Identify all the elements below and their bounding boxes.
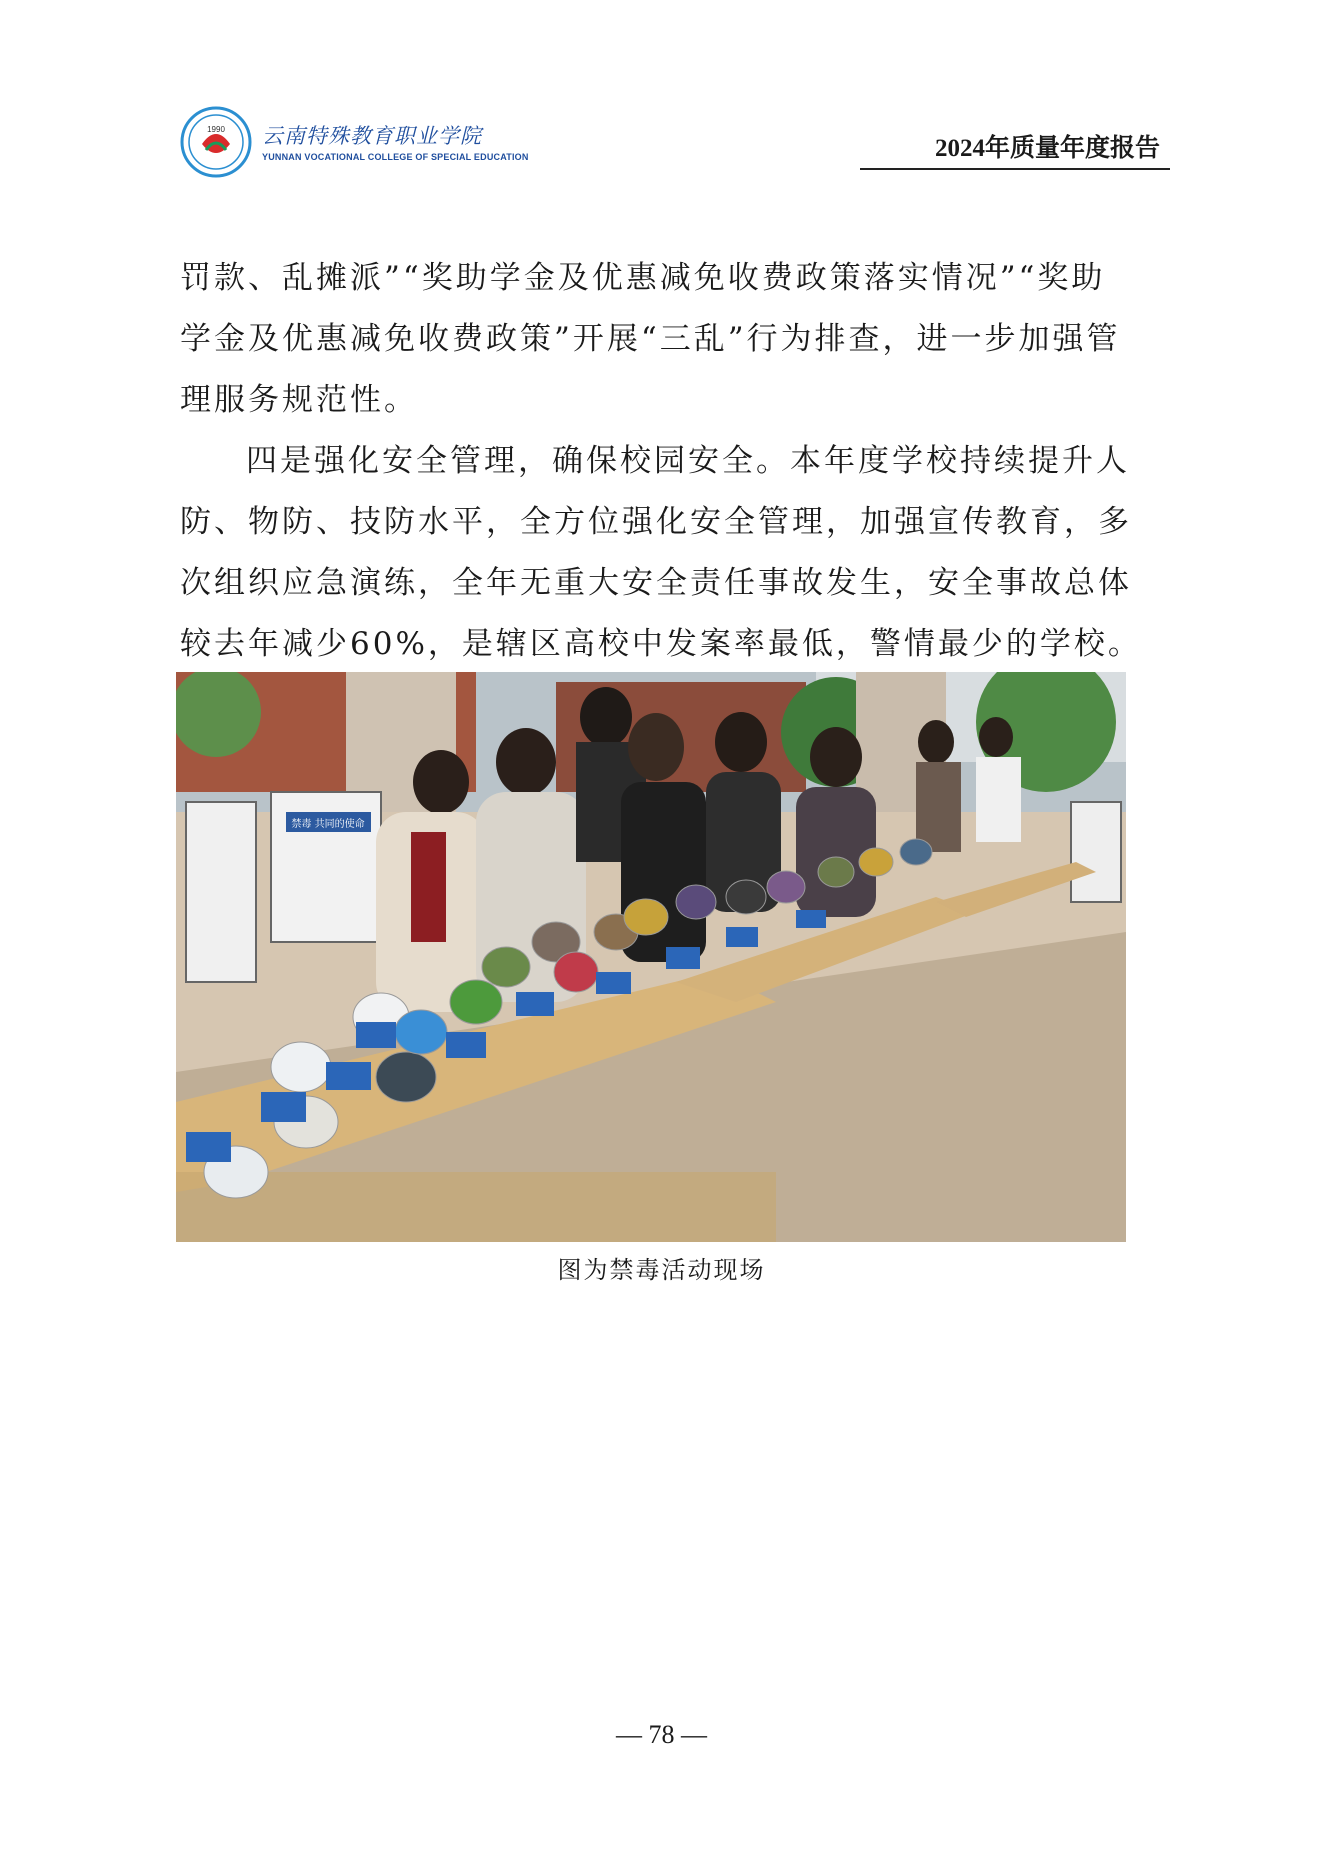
paragraph-line: 较去年减少60%，是辖区高校中发案率最低，警情最少的学校。 xyxy=(180,626,1142,662)
college-emblem-icon xyxy=(180,106,252,178)
paragraph-line: 理服务规范性。 xyxy=(180,382,418,418)
svg-text:禁毒 共同的使命: 禁毒 共同的使命 xyxy=(291,819,365,830)
paragraph-line: 四是强化安全管理，确保校园安全。本年度学校持续提升人 xyxy=(246,443,1130,479)
photo-illustration xyxy=(176,672,1126,1242)
paragraph-line: 学金及优惠减免收费政策”开展“三乱”行为排查，进一步加强管 xyxy=(180,321,1121,357)
page-header xyxy=(180,100,1170,185)
photo-caption: 图为禁毒活动现场 xyxy=(557,1256,766,1284)
header-divider xyxy=(860,168,1170,170)
body-text xyxy=(180,248,1170,675)
svg-text:1990: 1990 xyxy=(207,125,225,134)
paragraph-line: 罚款、乱摊派”“奖助学金及优惠减免收费政策落实情况”“奖助 xyxy=(180,260,1106,296)
paragraph-line: 次组织应急演练，全年无重大安全责任事故发生，安全事故总体 xyxy=(180,565,1132,601)
anti-drug-activity-photo xyxy=(176,672,1126,1242)
page-number: — 78 — xyxy=(616,1720,707,1749)
paragraph-line: 防、物防、技防水平，全方位强化安全管理，加强宣传教育，多 xyxy=(180,504,1132,540)
college-name-cn: 云南特殊教育职业学院 xyxy=(262,124,482,148)
college-name-en: YUNNAN VOCATIONAL COLLEGE OF SPECIAL EDUCATION xyxy=(262,152,529,162)
college-logo xyxy=(180,100,529,185)
report-title: 2024年质量年度报告 xyxy=(934,135,1160,162)
